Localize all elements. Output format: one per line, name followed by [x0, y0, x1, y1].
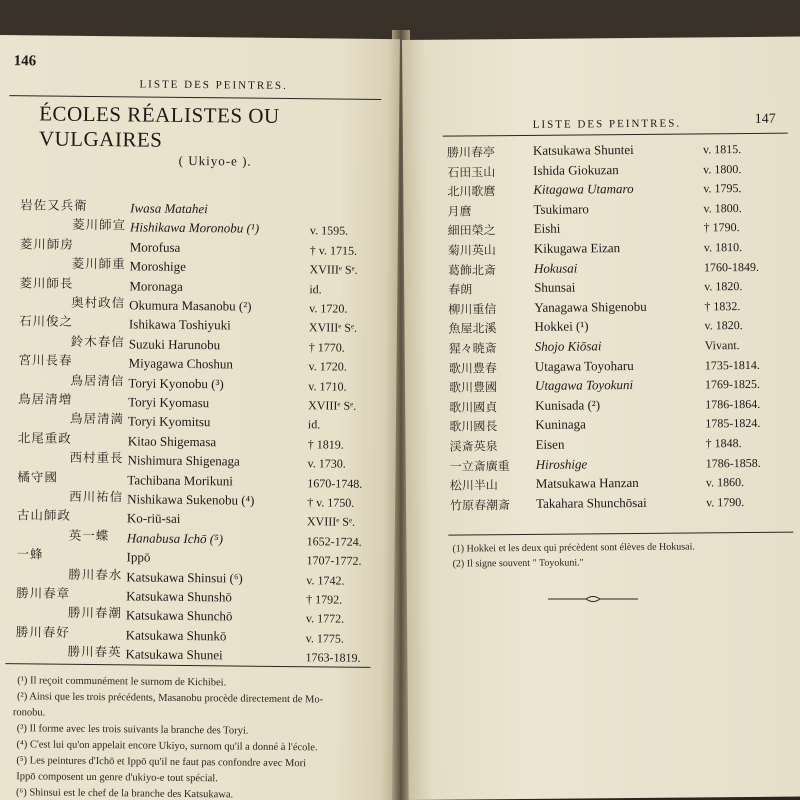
kanji-name: 菱川師長: [19, 274, 74, 291]
painter-date: v. 1742.: [306, 572, 345, 588]
kanji-name: 細田榮之: [447, 223, 496, 238]
kanji-name: 勝川春亭: [446, 145, 496, 160]
footnote: (¹) Il reçoit communément le surnom de Kichibei.: [17, 675, 227, 689]
right-page: [402, 37, 800, 800]
page-number: 147: [754, 111, 776, 127]
painter-name: Toryi Kyonobu (³): [128, 374, 224, 391]
footnote: (2) Il signe souvent " Toyokuni.": [452, 557, 584, 570]
painter-date: Vivant.: [704, 338, 740, 353]
kanji-name: 勝川春潮: [67, 605, 123, 621]
footnote: (1) Hokkei et les deux qui précèdent sont élèves de Hokusai.: [452, 541, 695, 555]
kanji-name: 宮川長春: [18, 352, 73, 368]
painter-name: Matsukawa Hanzan: [535, 475, 639, 492]
painter-date: † 1819.: [307, 437, 344, 452]
painter-name: Kuninaga: [535, 416, 586, 433]
painter-date: v. 1775.: [305, 631, 345, 646]
kanji-name: 柳川重信: [448, 301, 497, 317]
painter-date: 1763-1819.: [305, 650, 361, 665]
painter-name: Miyagawa Choshun: [128, 355, 234, 372]
painter-date: † 1832.: [704, 298, 741, 314]
painter-date: v. 1795.: [703, 181, 742, 196]
painter-name: Hanabusa Ichō (⁵): [126, 530, 224, 547]
painter-date: † 1770.: [308, 340, 345, 355]
footnote: (⁵) Les peintures d'Ichō et Ippō qu'il ne faut pas confondre avec Mori: [16, 755, 307, 770]
painter-date: † 1848.: [705, 436, 742, 451]
painter-name: Hokusai: [533, 260, 578, 276]
kanji-name: 歌川國長: [449, 419, 498, 434]
painter-date: v. 1595.: [309, 223, 349, 239]
painter-date: 1786-1864.: [705, 396, 761, 412]
painter-name: Tachibana Morikuni: [127, 471, 234, 489]
painter-name: Tsukimaro: [533, 201, 589, 217]
painter-name: Katsukawa Shunchō: [125, 607, 233, 624]
painter-name: Hiroshige: [535, 455, 588, 472]
kanji-name: 勝川春英: [67, 643, 122, 660]
kanji-name: 勝川春好: [15, 623, 70, 640]
list-item: [406, 493, 800, 518]
painter-name: Eisen: [535, 436, 565, 452]
kanji-name: 菱川師房: [19, 236, 74, 252]
kanji-name: 勝川春水: [68, 566, 123, 582]
painter-name: Hishikawa Moronobu (¹): [129, 219, 260, 237]
footnote: (²) Ainsi que les trois précédents, Masanobu procède directement de Mo-: [17, 691, 324, 706]
painter-name: Kitagawa Utamaro: [533, 181, 634, 198]
section-title: ÉCOLES RÉALISTES OU VULGAIRES: [38, 101, 280, 152]
painter-date: † 1792.: [306, 592, 343, 607]
kanji-column: [15, 195, 130, 661]
painter-date: 1735-1814.: [704, 357, 760, 372]
kanji-name: 勝川春章: [16, 585, 71, 601]
painter-name: Nishikawa Sukenobu (⁴): [127, 491, 255, 508]
painter-name: Eishi: [533, 221, 561, 237]
painter-date: v. 1820.: [704, 318, 743, 333]
kanji-name: 歌川豊春: [448, 360, 497, 376]
header-rule: [9, 95, 381, 100]
end-ornament: [548, 594, 638, 604]
painter-date: v. 1772.: [305, 611, 345, 627]
painter-date: id.: [307, 417, 321, 432]
kanji-name: 葛飾北斎: [447, 262, 497, 278]
painter-date: v. 1810.: [703, 240, 743, 255]
kanji-name: 北川歌麿: [447, 184, 496, 199]
kanji-name: 北尾重政: [17, 430, 72, 446]
painter-name: Moronaga: [129, 277, 183, 294]
painter-name: Kunisada (²): [535, 397, 601, 413]
painter-name: Katsukawa Shunshō: [126, 588, 233, 605]
painter-date: 1707-1772.: [306, 553, 362, 569]
painter-date: † v. 1715.: [309, 243, 358, 258]
painter-name: Utagawa Toyoharu: [534, 357, 634, 374]
painter-name: Ippō: [126, 549, 151, 565]
footnote: (³) Il forme avec les trois suivants la branche des Toryi.: [16, 723, 249, 737]
kanji-name: 歌川國貞: [449, 399, 498, 415]
kanji-name: 菱川師重: [71, 255, 126, 272]
footnote: Ippō composent un genre d'ukiyo-e tout spécial.: [16, 771, 218, 785]
kanji-name: 菊川英山: [447, 243, 496, 258]
kanji-name: 古山師政: [16, 507, 72, 524]
kanji-name: 鳥居清信: [70, 372, 125, 388]
painter-name: Ishida Giokuzan: [533, 161, 619, 178]
kanji-name: 一蜂: [16, 546, 44, 562]
footnote: ronobu.: [12, 707, 46, 719]
kanji-name: 竹原春潮斎: [450, 497, 511, 513]
painter-date: 1652-1724.: [306, 534, 362, 549]
painter-date: v. 1790.: [705, 494, 745, 510]
kanji-name: 英一蝶: [68, 527, 110, 543]
painter-name: Nishimura Shigenaga: [127, 452, 240, 469]
kanji-name: 魚屋北溪: [448, 321, 497, 336]
kanji-name: 歌川豊國: [448, 380, 498, 395]
painter-date: v. 1730.: [307, 456, 346, 471]
footnote-rule: [448, 532, 793, 536]
left-page: [0, 35, 400, 800]
painter-date: v. 1710.: [308, 378, 347, 394]
painter-date: id.: [309, 281, 322, 296]
running-head: LISTE DES PEINTRES.: [139, 78, 288, 93]
painter-date: † 1790.: [703, 220, 740, 235]
painter-date: v. 1860.: [705, 475, 745, 490]
kanji-name: 菱川師宣: [71, 217, 127, 233]
painter-date: v. 1815.: [702, 142, 742, 157]
kanji-name: 鳥居清増: [18, 391, 73, 407]
painter-name: Ko-riū-sai: [126, 510, 181, 527]
kanji-name: 鳥居清満: [69, 411, 125, 427]
kanji-name: 石川俊之: [18, 313, 74, 330]
kanji-name: 春朗: [448, 282, 473, 297]
footnote: (⁴) C'est lui qu'on appelait encore Ukiyo, surnom qu'il a donné à l'école.: [16, 739, 318, 754]
painter-date: 1785-1824.: [705, 416, 761, 431]
painter-name: Kikugawa Eizan: [533, 240, 621, 256]
kanji-name: 岩佐又兵衛: [20, 197, 88, 213]
painter-name: Hokkei (¹): [534, 318, 589, 335]
kanji-name: 猩々暁斎: [448, 341, 497, 356]
painter-date: XVIIIᵉ Sᵉ.: [309, 262, 358, 277]
painter-name: Shunsai: [534, 279, 576, 296]
footnote: (⁶) Shinsui est le chef de la branche des Katsukawa.: [16, 787, 234, 800]
painter-name: Takahara Shunchōsai: [535, 494, 647, 511]
painter-name: Shojo Kiōsai: [534, 338, 602, 354]
painter-name: Morofusa: [129, 239, 181, 255]
painter-name: Kitao Shigemasa: [127, 433, 217, 450]
kanji-name: 奥村政信: [71, 294, 126, 311]
painter-name: Suzuki Harunobu: [128, 336, 221, 353]
kanji-name: 橘守國: [17, 468, 58, 485]
kanji-name: 西川祐信: [69, 488, 124, 505]
painter-date: v. 1720.: [308, 359, 347, 374]
kanji-name: 鈴木春信: [70, 333, 125, 350]
painter-date: 1760-1849.: [703, 259, 760, 274]
painter-name: Okumura Masanobu (²): [129, 297, 252, 314]
painter-date: v. 1820.: [704, 279, 743, 294]
painter-name: Katsukawa Shuntei: [532, 141, 634, 158]
painter-date: 1786-1858.: [705, 455, 761, 470]
painter-date: 1769-1825.: [704, 377, 761, 392]
painter-name: Toryi Kyomitsu: [127, 413, 211, 430]
painter-name: Toryi Kyomasu: [128, 394, 210, 411]
painter-name: Ishikawa Toshiyuki: [128, 316, 231, 333]
painter-date: XVIIIᵉ Sᵉ.: [308, 398, 357, 413]
painter-name: Yanagawa Shigenobu: [534, 298, 647, 315]
kanji-name: 西村重長: [69, 449, 124, 466]
painter-name: Katsukawa Shunei: [125, 646, 223, 663]
painter-date: † v. 1750.: [307, 495, 355, 510]
kanji-name: 月麿: [447, 204, 472, 219]
painter-date: v. 1800.: [703, 200, 742, 216]
painter-date: XVIIIᵉ Sᵉ.: [306, 514, 356, 530]
kanji-name: 渓斎英泉: [449, 439, 498, 454]
painter-name: Utagawa Toyokuni: [534, 377, 634, 394]
section-subtitle: ( Ukiyo-e ).: [178, 152, 252, 169]
painter-date: v. 1720.: [309, 301, 348, 316]
kanji-name: 一立斎廣重: [449, 458, 510, 474]
painter-date: XVIIIᵉ Sᵉ.: [308, 320, 358, 336]
page-number: 146: [13, 53, 37, 70]
painter-date: 1670-1748.: [307, 475, 363, 491]
painter-date: v. 1800.: [703, 161, 742, 176]
header-rule: [443, 133, 788, 137]
painter-name: Iwasa Matahei: [130, 200, 208, 217]
kanji-name: 松川半山: [449, 478, 498, 493]
painter-name: Moroshige: [129, 258, 187, 275]
painter-name: Katsukawa Shinsui (⁶): [126, 568, 243, 586]
painter-name: Katsukawa Shunkō: [125, 627, 227, 644]
running-head: LISTE DES PEINTRES.: [532, 117, 682, 131]
kanji-name: 石田玉山: [447, 164, 496, 180]
